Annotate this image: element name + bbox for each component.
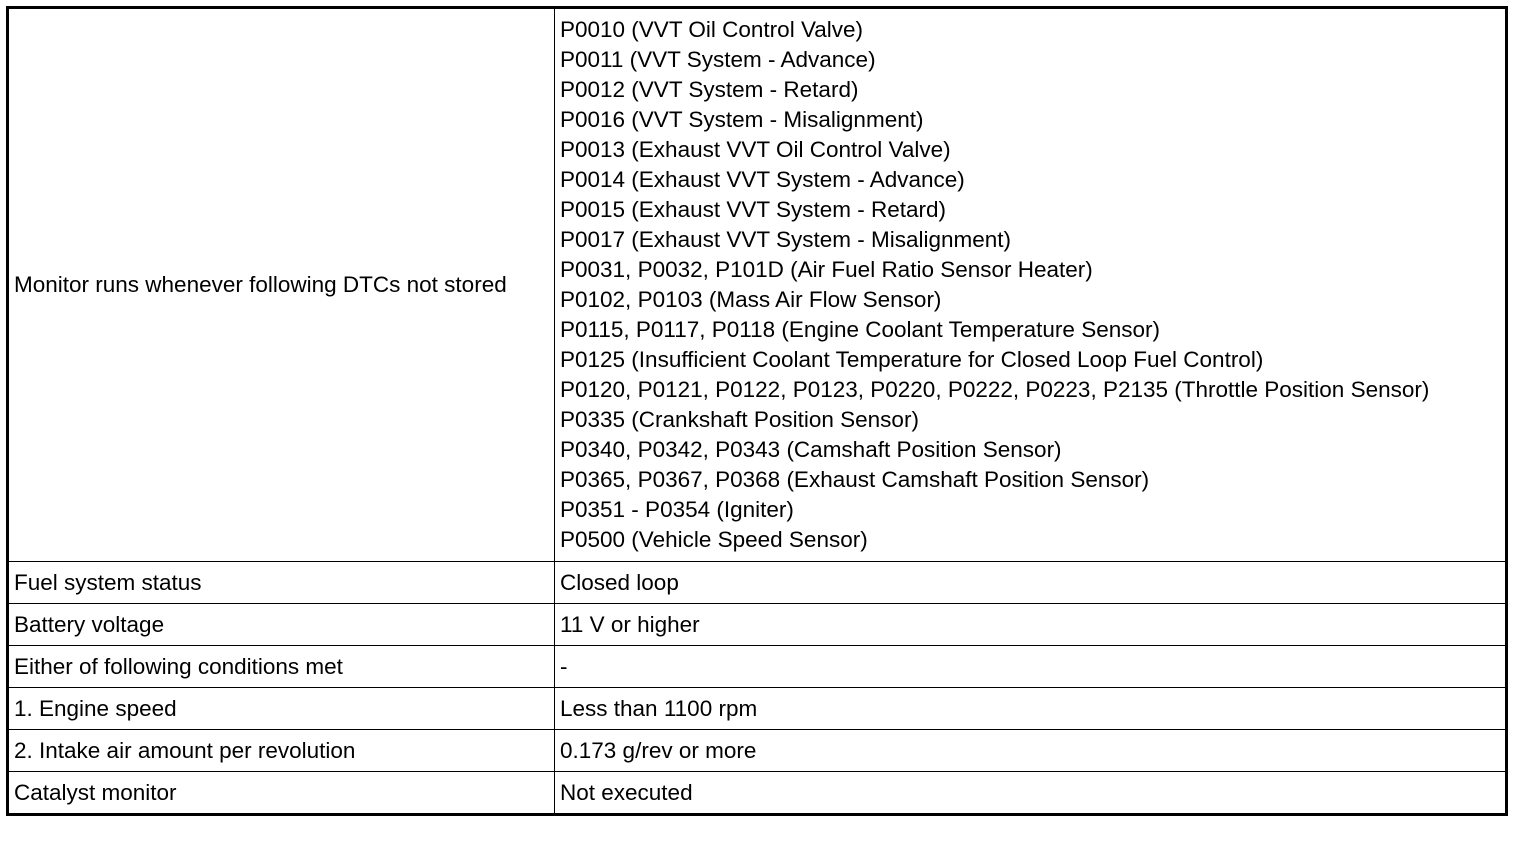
condition-value: 0.173 g/rev or more [555,730,1507,772]
dtc-item: P0010 (VVT Oil Control Valve) [560,17,864,42]
dtc-list [555,8,1507,562]
dtc-item: P0031, P0032, P101D (Air Fuel Ratio Sensor Heater) [560,257,1093,282]
condition-label: 1. Engine speed [8,688,555,730]
dtc-item: P0017 (Exhaust VVT System - Misalignment) [560,227,1012,252]
dtc-item: P0016 (VVT System - Misalignment) [560,107,924,132]
condition-label: Catalyst monitor [8,772,555,815]
table-row-catalyst-monitor [8,772,1507,815]
dtc-item: P0340, P0342, P0343 (Camshaft Position Sensor) [560,437,1062,462]
table-row-dtc-conditions [8,8,1507,562]
condition-label: Either of following conditions met [8,646,555,688]
dtc-item: P0115, P0117, P0118 (Engine Coolant Temperature Sensor) [560,317,1160,342]
dtc-item: P0013 (Exhaust VVT Oil Control Valve) [560,137,951,162]
dtc-item: P0102, P0103 (Mass Air Flow Sensor) [560,287,942,312]
dtc-item: P0120, P0121, P0122, P0123, P0220, P0222, P0223, P2135 (Throttle Position Sensor) [560,377,1430,402]
dtc-item: P0335 (Crankshaft Position Sensor) [560,407,919,432]
condition-value: - [555,646,1507,688]
condition-label: 2. Intake air amount per revolution [8,730,555,772]
dtc-item: P0125 (Insufficient Coolant Temperature for Closed Loop Fuel Control) [560,347,1264,372]
monitor-conditions-table [6,6,1508,816]
dtc-item: P0500 (Vehicle Speed Sensor) [560,527,868,552]
table-row-battery-voltage [8,604,1507,646]
condition-value: Less than 1100 rpm [555,688,1507,730]
condition-label: Fuel system status [8,562,555,604]
dtc-item: P0365, P0367, P0368 (Exhaust Camshaft Position Sensor) [560,467,1150,492]
table-row-either-condition [8,646,1507,688]
dtc-item: P0015 (Exhaust VVT System - Retard) [560,197,946,222]
table-row-fuel-system-status [8,562,1507,604]
dtc-item: P0012 (VVT System - Retard) [560,77,859,102]
dtc-item: P0014 (Exhaust VVT System - Advance) [560,167,965,192]
table-row-intake-air-amount [8,730,1507,772]
condition-value: Not executed [555,772,1507,815]
condition-value: 11 V or higher [555,604,1507,646]
condition-value: Closed loop [555,562,1507,604]
table-row-engine-speed [8,688,1507,730]
condition-label: Monitor runs whenever following DTCs not stored [8,8,555,562]
dtc-item: P0011 (VVT System - Advance) [560,47,876,72]
condition-label: Battery voltage [8,604,555,646]
dtc-item: P0351 - P0354 (Igniter) [560,497,794,522]
